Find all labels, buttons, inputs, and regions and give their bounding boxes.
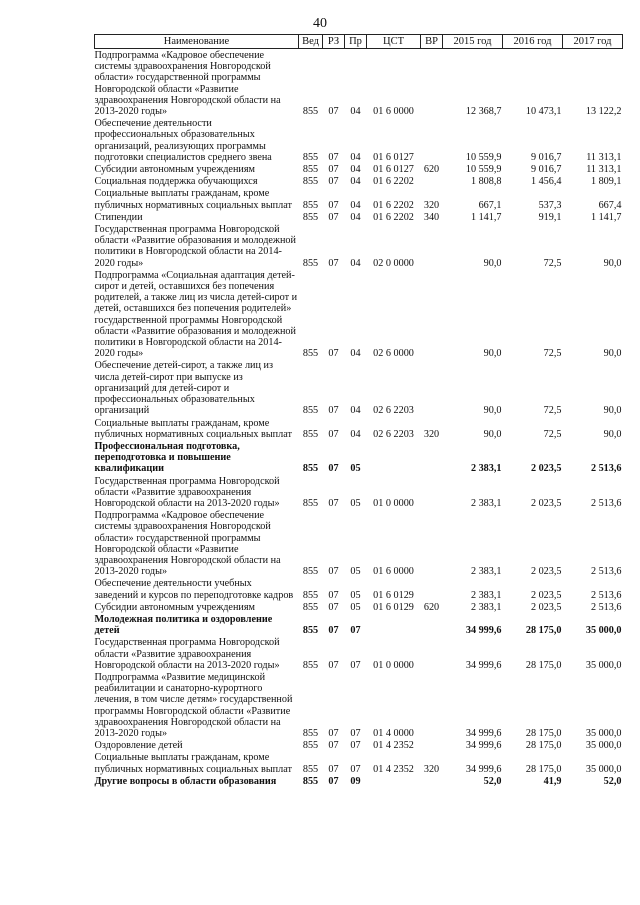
cell-rz: 07 — [328, 151, 339, 163]
cell-cst: 01 6 2202 — [373, 211, 414, 223]
cell-2016: 2 023,5 — [530, 589, 562, 601]
cell-2017: 90,0 — [603, 348, 622, 360]
cell-cst — [367, 440, 421, 475]
cell-2017: 35 000,0 — [585, 740, 622, 752]
cell-rz: 07 — [328, 601, 339, 613]
cell-vr: 340 — [423, 211, 440, 223]
cell-cst: 01 6 0127 — [373, 164, 414, 176]
cell-2017: 90,0 — [603, 428, 622, 440]
header-ved: Вед — [299, 35, 323, 49]
cell-name: Другие вопросы в области образования — [94, 775, 277, 787]
cell-ved: 855 — [302, 348, 319, 360]
cell-vr: 320 — [423, 763, 440, 775]
cell-cst: 02 6 2203 — [373, 428, 414, 440]
table-row — [95, 751, 623, 774]
cell-cst: 01 4 2352 — [373, 740, 414, 752]
cell-vr — [421, 671, 443, 739]
cell-cst — [367, 775, 421, 787]
cell-name: Подпрограмма «Социальная адаптация детей-сирот и детей, оставшихся без попечения родителей, а также лиц из числа детей-сирот и детей, оставшихся без попечения родителей» государственной программы Новгородской области «Развитие образования и молодежной политики в Новгородской области на 2014-2020 годы» — [94, 269, 298, 360]
cell-ved: 855 — [302, 151, 319, 163]
cell-2016: 9 016,7 — [530, 151, 562, 163]
header-2015: 2015 год — [443, 35, 503, 49]
cell-name: Подпрограмма «Развитие медицинской реабилитации и санаторно-курортного лечения, в том числе детям» государственной программы Новгородской области «Развитие здравоохранения Новгородской области на 2013-2020 годы» — [94, 671, 293, 739]
cell-2016: 9 016,7 — [530, 164, 562, 176]
table-row — [95, 671, 623, 739]
cell-rz: 07 — [328, 348, 339, 360]
cell-ved: 855 — [302, 199, 319, 211]
cell-2015: 667,1 — [478, 199, 502, 211]
table-row — [95, 417, 623, 440]
cell-2016: 2 023,5 — [530, 601, 562, 613]
cell-pr: 04 — [350, 164, 361, 176]
header-name: Наименование — [95, 35, 299, 49]
cell-pr: 04 — [350, 176, 361, 188]
cell-ved: 855 — [302, 463, 319, 475]
table-row — [95, 475, 623, 510]
cell-name: Социальная поддержка обучающихся — [94, 176, 258, 188]
cell-rz: 07 — [328, 199, 339, 211]
cell-2016: 919,1 — [538, 211, 562, 223]
cell-vr: 320 — [423, 428, 440, 440]
cell-vr — [421, 223, 443, 269]
cell-2017: 667,4 — [598, 199, 622, 211]
cell-name: Обеспечение деятельности учебных заведений и курсов по переподготовке кадров — [94, 578, 294, 601]
table-row — [95, 175, 623, 187]
cell-2015: 10 559,9 — [465, 164, 502, 176]
cell-2015: 34 999,6 — [465, 763, 502, 775]
cell-cst: 01 4 2352 — [373, 763, 414, 775]
cell-rz: 07 — [328, 659, 339, 671]
cell-pr: 05 — [350, 566, 361, 578]
cell-rz: 07 — [328, 566, 339, 578]
cell-cst: 01 4 0000 — [373, 727, 414, 739]
cell-2016: 537,3 — [538, 199, 562, 211]
cell-ved: 855 — [302, 176, 319, 188]
cell-ved: 855 — [302, 775, 319, 787]
cell-name: Подпрограмма «Кадровое обеспечение системы здравоохранения Новгородской области» государственной программы Новгородской области «Развитие здравоохранения Новгородской области на 2013-2020 годы» — [94, 510, 281, 578]
cell-ved: 855 — [302, 211, 319, 223]
budget-table — [94, 34, 623, 787]
cell-name: Государственная программа Новгородской области «Развитие здравоохранения Новгородской области на 2013-2020 годы» — [94, 637, 280, 671]
cell-rz: 07 — [328, 497, 339, 509]
cell-vr: 620 — [423, 601, 440, 613]
cell-cst: 02 0 0000 — [373, 257, 414, 269]
cell-cst: 01 6 0127 — [373, 151, 414, 163]
table-row — [95, 49, 623, 118]
cell-rz: 07 — [328, 164, 339, 176]
cell-2016: 41,9 — [543, 775, 562, 787]
table-row — [95, 269, 623, 360]
cell-name: Молодежная политика и оздоровление детей — [94, 613, 273, 637]
cell-cst: 02 6 2203 — [373, 405, 414, 417]
cell-vr — [421, 509, 443, 577]
cell-2017: 35 000,0 — [585, 763, 622, 775]
cell-name: Субсидии автономным учреждениям — [94, 164, 255, 176]
cell-2016: 28 175,0 — [525, 763, 562, 775]
cell-2017: 90,0 — [603, 257, 622, 269]
cell-2015: 2 383,1 — [470, 589, 502, 601]
cell-2015: 1 808,8 — [470, 176, 502, 188]
cell-2017: 2 513,6 — [590, 566, 622, 578]
cell-vr — [421, 775, 443, 787]
cell-rz: 07 — [328, 176, 339, 188]
cell-vr — [421, 49, 443, 118]
table-row — [95, 577, 623, 600]
cell-ved: 855 — [302, 589, 319, 601]
cell-rz: 07 — [328, 428, 339, 440]
table-row — [95, 636, 623, 671]
cell-rz: 07 — [328, 106, 339, 118]
cell-2016: 72,5 — [543, 257, 562, 269]
table-row — [95, 163, 623, 175]
cell-cst: 01 0 0000 — [373, 497, 414, 509]
cell-2017: 2 513,6 — [590, 589, 622, 601]
cell-2017: 52,0 — [603, 775, 622, 787]
cell-ved: 855 — [302, 727, 319, 739]
cell-2017: 35 000,0 — [585, 659, 622, 671]
cell-2016: 2 023,5 — [530, 566, 562, 578]
cell-2015: 90,0 — [483, 257, 502, 269]
cell-vr — [421, 440, 443, 475]
cell-2015: 34 999,6 — [465, 659, 502, 671]
cell-pr: 04 — [350, 199, 361, 211]
cell-vr: 620 — [423, 164, 440, 176]
cell-name: Социальные выплаты гражданам, кроме публичных нормативных социальных выплат — [94, 417, 292, 440]
cell-name: Государственная программа Новгородской области «Развитие здравоохранения Новгородской области на 2013-2020 годы» — [94, 475, 280, 509]
cell-rz: 07 — [328, 775, 339, 787]
cell-vr — [421, 175, 443, 187]
cell-name: Обеспечение детей-сирот, а также лиц из числа детей-сирот при выпуске из организаций для детей-сирот и профессиональных образовательных организаций — [94, 360, 273, 417]
cell-2015: 12 368,7 — [465, 106, 502, 118]
cell-2015: 34 999,6 — [465, 625, 502, 637]
cell-ved: 855 — [302, 257, 319, 269]
cell-2015: 2 383,1 — [470, 497, 502, 509]
cell-vr — [421, 269, 443, 360]
cell-2017: 1 141,7 — [590, 211, 622, 223]
cell-name: Государственная программа Новгородской области «Развитие образования и молодежной политики в Новгородской области на 2014-2020 годы» — [94, 224, 296, 269]
cell-ved: 855 — [302, 164, 319, 176]
cell-name: Оздоровление детей — [94, 740, 183, 752]
cell-rz: 07 — [328, 625, 339, 637]
cell-ved: 855 — [302, 740, 319, 752]
cell-name: Социальные выплаты гражданам, кроме публичных нормативных социальных выплат — [94, 752, 292, 775]
cell-vr — [421, 613, 443, 636]
cell-pr: 04 — [350, 106, 361, 118]
cell-name: Подпрограмма «Кадровое обеспечение системы здравоохранения Новгородской области» государственной программы Новгородской области «Развитие здравоохранения Новгородской области на 2013-2020 годы» — [94, 50, 281, 118]
cell-cst: 02 6 0000 — [373, 348, 414, 360]
cell-2016: 10 473,1 — [525, 106, 562, 118]
cell-vr — [421, 636, 443, 671]
cell-pr: 07 — [350, 625, 361, 637]
cell-2017: 11 313,1 — [586, 151, 622, 163]
cell-vr — [421, 359, 443, 416]
cell-vr — [421, 577, 443, 600]
cell-ved: 855 — [302, 625, 319, 637]
cell-2016: 72,5 — [543, 405, 562, 417]
cell-pr: 05 — [350, 463, 361, 475]
cell-pr: 04 — [350, 211, 361, 223]
cell-pr: 05 — [350, 601, 361, 613]
cell-2016: 2 023,5 — [530, 463, 562, 475]
cell-cst: 01 6 2202 — [373, 176, 414, 188]
cell-vr — [421, 117, 443, 163]
cell-2016: 2 023,5 — [530, 497, 562, 509]
table-row — [95, 211, 623, 223]
table-body — [95, 49, 623, 788]
cell-rz: 07 — [328, 257, 339, 269]
cell-2016: 1 456,4 — [530, 176, 562, 188]
cell-2015: 34 999,6 — [465, 727, 502, 739]
table-row — [95, 613, 623, 636]
page-number: 40 — [313, 16, 327, 31]
cell-2015: 2 383,1 — [470, 566, 502, 578]
cell-2016: 28 175,0 — [525, 625, 562, 637]
cell-rz: 07 — [328, 589, 339, 601]
cell-rz: 07 — [328, 463, 339, 475]
cell-2015: 2 383,1 — [470, 601, 502, 613]
cell-name: Субсидии автономным учреждениям — [94, 601, 255, 613]
table-row — [95, 440, 623, 475]
header-rz: РЗ — [323, 35, 345, 49]
table-row — [95, 117, 623, 163]
cell-2017: 1 809,1 — [590, 176, 622, 188]
cell-2017: 2 513,6 — [590, 497, 622, 509]
cell-rz: 07 — [328, 763, 339, 775]
header-vr: ВР — [421, 35, 443, 49]
table-header-row — [95, 35, 623, 49]
cell-cst: 01 6 0129 — [373, 589, 414, 601]
table-row — [95, 509, 623, 577]
cell-rz: 07 — [328, 405, 339, 417]
cell-cst: 01 6 0129 — [373, 601, 414, 613]
cell-rz: 07 — [328, 211, 339, 223]
cell-ved: 855 — [302, 405, 319, 417]
cell-vr — [421, 739, 443, 751]
table-row — [95, 359, 623, 416]
cell-2015: 2 383,1 — [470, 463, 502, 475]
cell-ved: 855 — [302, 106, 319, 118]
cell-cst: 01 0 0000 — [373, 659, 414, 671]
cell-2015: 90,0 — [483, 348, 502, 360]
cell-cst — [367, 613, 421, 636]
cell-pr: 04 — [350, 151, 361, 163]
cell-pr: 07 — [350, 659, 361, 671]
table-row — [95, 739, 623, 751]
cell-ved: 855 — [302, 659, 319, 671]
cell-ved: 855 — [302, 497, 319, 509]
cell-2016: 72,5 — [543, 428, 562, 440]
cell-ved: 855 — [302, 601, 319, 613]
cell-cst: 01 6 0000 — [373, 106, 414, 118]
cell-name: Профессиональная подготовка, переподготовка и повышение квалификации — [94, 440, 240, 475]
cell-2017: 90,0 — [603, 405, 622, 417]
cell-2017: 13 122,2 — [585, 106, 622, 118]
header-2016: 2016 год — [503, 35, 563, 49]
cell-2015: 34 999,6 — [465, 740, 502, 752]
cell-pr: 04 — [350, 428, 361, 440]
cell-rz: 07 — [328, 740, 339, 752]
cell-2016: 28 175,0 — [525, 727, 562, 739]
cell-2016: 28 175,0 — [525, 740, 562, 752]
cell-pr: 07 — [350, 763, 361, 775]
cell-cst: 01 6 0000 — [373, 566, 414, 578]
cell-2015: 1 141,7 — [470, 211, 502, 223]
cell-ved: 855 — [302, 428, 319, 440]
cell-2015: 52,0 — [483, 775, 502, 787]
header-pr: Пр — [345, 35, 367, 49]
table-row — [95, 601, 623, 613]
cell-2017: 2 513,6 — [590, 601, 622, 613]
cell-pr: 07 — [350, 740, 361, 752]
table-row — [95, 187, 623, 210]
cell-name: Стипендии — [94, 211, 143, 223]
cell-2017: 35 000,0 — [585, 625, 622, 637]
cell-2015: 10 559,9 — [465, 151, 502, 163]
cell-vr: 320 — [423, 199, 440, 211]
cell-ved: 855 — [302, 566, 319, 578]
table-row — [95, 775, 623, 787]
cell-2017: 2 513,6 — [590, 463, 622, 475]
header-2017: 2017 год — [563, 35, 623, 49]
cell-2017: 35 000,0 — [585, 727, 622, 739]
cell-cst: 01 6 2202 — [373, 199, 414, 211]
table-row — [95, 223, 623, 269]
cell-2016: 28 175,0 — [525, 659, 562, 671]
cell-ved: 855 — [302, 763, 319, 775]
cell-name: Обеспечение деятельности профессиональных образовательных организаций, реализующих программы подготовки специалистов среднего звена — [94, 118, 272, 163]
cell-pr: 09 — [350, 775, 361, 787]
cell-rz: 07 — [328, 727, 339, 739]
cell-pr: 04 — [350, 405, 361, 417]
cell-2017: 11 313,1 — [586, 164, 622, 176]
cell-pr: 07 — [350, 727, 361, 739]
cell-pr: 04 — [350, 257, 361, 269]
cell-2015: 90,0 — [483, 428, 502, 440]
cell-pr: 04 — [350, 348, 361, 360]
cell-2016: 72,5 — [543, 348, 562, 360]
cell-pr: 05 — [350, 589, 361, 601]
cell-2015: 90,0 — [483, 405, 502, 417]
cell-pr: 05 — [350, 497, 361, 509]
cell-name: Социальные выплаты гражданам, кроме публичных нормативных социальных выплат — [94, 188, 292, 211]
cell-vr — [421, 475, 443, 510]
header-cst: ЦСТ — [367, 35, 421, 49]
